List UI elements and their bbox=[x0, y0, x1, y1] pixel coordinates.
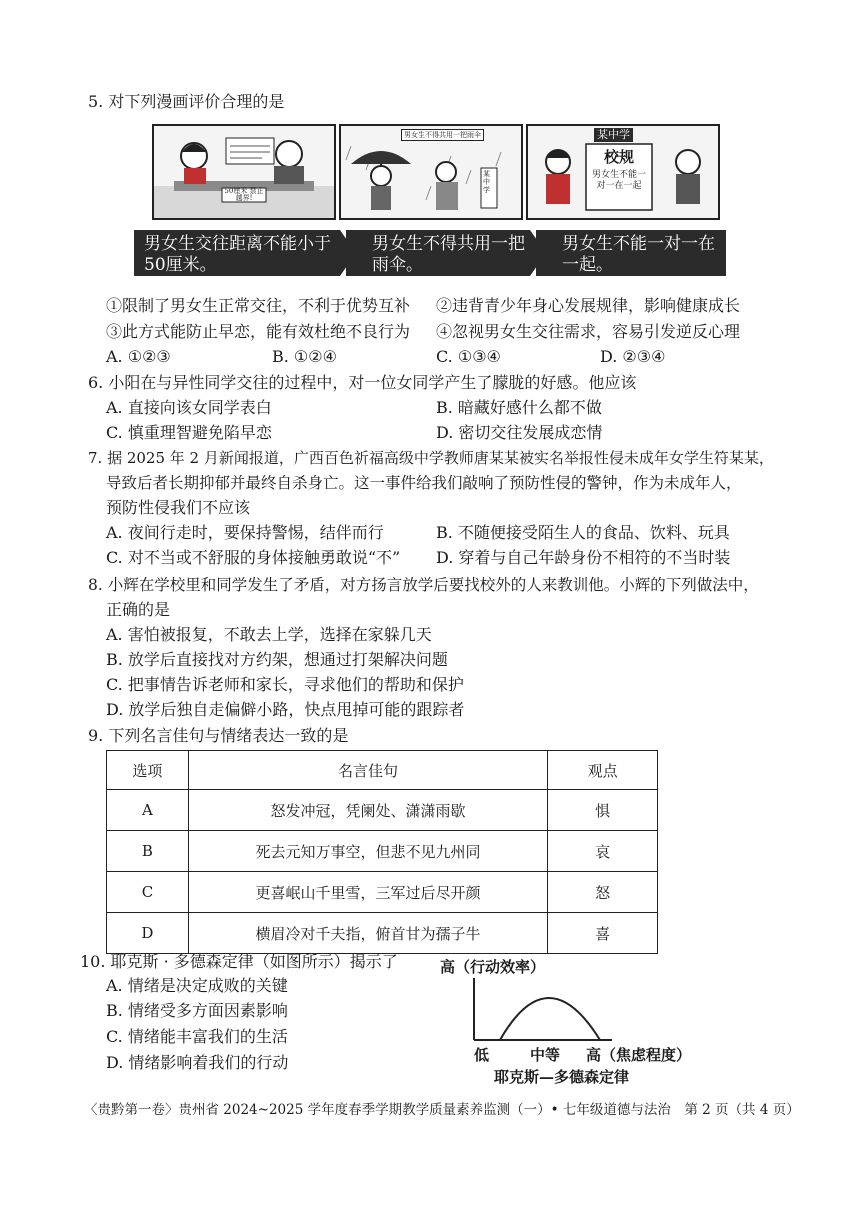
q10-option-a: A. 情绪是决定成败的关键 bbox=[106, 976, 288, 995]
table-row bbox=[107, 831, 658, 872]
q8-option-c: C. 把事情告诉老师和家长，寻求他们的帮助和保护 bbox=[106, 675, 464, 694]
figure-caption: 耶克斯—多德森定律 bbox=[494, 1068, 630, 1086]
row-c-quote: 更喜岷山千里雪，三军过后尽开颜 bbox=[188, 872, 547, 913]
q5-option-c: C. ①③④ bbox=[436, 347, 501, 366]
page-footer: 〈贵黔第一卷〉贵州省 2024~2025 学年度春季学期教学质量素养监测（一）• 七年级道德与法治 第 2 页（共 4 页） bbox=[84, 1102, 800, 1118]
q8-option-a: A. 害怕被报复，不敢去上学，选择在家躲几天 bbox=[106, 625, 432, 644]
banner-1: 男女生交往距离不能小于50厘米。 bbox=[134, 230, 340, 276]
q9-table bbox=[106, 750, 658, 954]
row-c-option: C bbox=[107, 872, 189, 913]
row-d-quote: 横眉冷对千夫指，俯首甘为孺子牛 bbox=[188, 913, 547, 954]
table-row bbox=[107, 872, 658, 913]
q5-option-a: A. ①②③ bbox=[106, 347, 171, 366]
q7-stem-line-1: 7. 据 2025 年 2 月新闻报道，广西百色祈福高级中学教师唐某某被实名举报性侵未成年女学生符某某， bbox=[88, 449, 774, 467]
q10-stem: 10. 耶克斯 · 多德森定律（如图所示）揭示了 bbox=[80, 952, 398, 971]
q5-statement-1: ①限制了男女生正常交往，不利于优势互补 bbox=[106, 296, 411, 315]
row-b-view: 哀 bbox=[548, 831, 658, 872]
banner-3: 男女生不能一对一在一起。 bbox=[536, 230, 726, 276]
q6-stem: 6. 小阳在与异性同学交往的过程中，对一位女同学产生了朦胧的好感。他应该 bbox=[88, 373, 637, 392]
q6-option-d: D. 密切交往发展成恋情 bbox=[436, 423, 603, 442]
q7-stem-line-3: 预防性侵我们不应该 bbox=[106, 498, 251, 517]
q7-stem-line-2: 导致后者长期抑郁并最终自杀身亡。这一事件给我们敲响了预防性侵的警钟，作为未成年人， bbox=[106, 474, 742, 492]
cartoon-panel-3 bbox=[526, 124, 720, 220]
banner-2: 男女生不得共用一把雨伞。 bbox=[346, 230, 530, 276]
q10-option-c: C. 情绪能丰富我们的生活 bbox=[106, 1027, 288, 1046]
desk-sign-text: 50厘米 禁止越界! bbox=[224, 187, 264, 202]
school-sign-vertical: 某中学 bbox=[483, 170, 490, 194]
row-c-view: 怒 bbox=[548, 872, 658, 913]
row-b-quote: 死去元知万事空，但悲不见九州同 bbox=[188, 831, 547, 872]
q5-option-d: D. ②③④ bbox=[600, 347, 666, 366]
q9-stem: 9. 下列名言佳句与情绪表达一致的是 bbox=[88, 726, 349, 745]
table-row bbox=[107, 913, 658, 954]
row-a-view: 惧 bbox=[548, 790, 658, 831]
q5-stem: 5. 对下列漫画评价合理的是 bbox=[88, 92, 285, 111]
yerkes-dodson-curve bbox=[460, 976, 620, 1044]
figure-y-label: 高（行动效率） bbox=[440, 958, 546, 976]
row-d-option: D bbox=[107, 913, 189, 954]
cartoon-panel-2 bbox=[339, 124, 523, 220]
q7-option-b: B. 不随便接受陌生人的食品、饮料、玩具 bbox=[436, 523, 730, 542]
header-option: 选项 bbox=[107, 751, 189, 790]
header-view: 观点 bbox=[548, 751, 658, 790]
row-b-option: B bbox=[107, 831, 189, 872]
q8-stem-line-1: 8. 小辉在学校里和同学发生了矛盾，对方扬言放学后要找校外的人来教训他。小辉的下列做法中， bbox=[88, 576, 759, 594]
row-a-option: A bbox=[107, 790, 189, 831]
q7-option-a: A. 夜间行走时，要保持警惕，结伴而行 bbox=[106, 523, 384, 542]
row-d-view: 喜 bbox=[548, 913, 658, 954]
q5-statement-3: ③此方式能防止早恋，能有效杜绝不良行为 bbox=[106, 322, 411, 341]
q8-option-b: B. 放学后直接找对方约架，想通过打架解决问题 bbox=[106, 650, 448, 669]
cartoon-panel-1 bbox=[152, 124, 336, 220]
q5-statement-2: ②违背青少年身心发展规律，影响健康成长 bbox=[436, 296, 741, 315]
table-header-row bbox=[107, 751, 658, 790]
row-a-quote: 怒发冲冠，凭阑处、潇潇雨歇 bbox=[188, 790, 547, 831]
header-quote: 名言佳句 bbox=[188, 751, 547, 790]
q6-option-b: B. 暗藏好感什么都不做 bbox=[436, 398, 602, 417]
q7-option-c: C. 对不当或不舒服的身体接触勇敢说“不” bbox=[106, 548, 401, 567]
q6-option-a: A. 直接向该女同学表白 bbox=[106, 398, 272, 417]
q10-option-b: B. 情绪受多方面因素影响 bbox=[106, 1001, 288, 1020]
q6-option-c: C. 慎重理智避免陷早恋 bbox=[106, 423, 272, 442]
rules-sign-school: 某中学 bbox=[594, 128, 633, 142]
q8-stem-line-2: 正确的是 bbox=[106, 600, 171, 619]
q7-option-d: D. 穿着与自己年龄身份不相符的不当时装 bbox=[436, 548, 731, 567]
figure-x-mid: 中等 bbox=[530, 1046, 561, 1064]
table-row bbox=[107, 790, 658, 831]
q8-option-d: D. 放学后独自走偏僻小路，快点甩掉可能的跟踪者 bbox=[106, 700, 465, 719]
figure-x-low: 低 bbox=[474, 1046, 490, 1064]
q5-option-b: B. ①②④ bbox=[272, 347, 337, 366]
rules-sign-title: 校规 bbox=[603, 148, 634, 166]
q5-statement-4: ④忽视男女生交往需求，容易引发逆反心理 bbox=[436, 322, 741, 341]
q10-option-d: D. 情绪影响着我们的行动 bbox=[106, 1053, 289, 1072]
rules-sign-body: 男女生不能一对一在一起 bbox=[591, 170, 646, 191]
figure-x-high: 高（焦虑程度） bbox=[586, 1046, 692, 1064]
umbrella-sign-text: 男女生不得共用一把雨伞 bbox=[401, 129, 484, 141]
cartoon-desk-illustration bbox=[154, 126, 334, 218]
